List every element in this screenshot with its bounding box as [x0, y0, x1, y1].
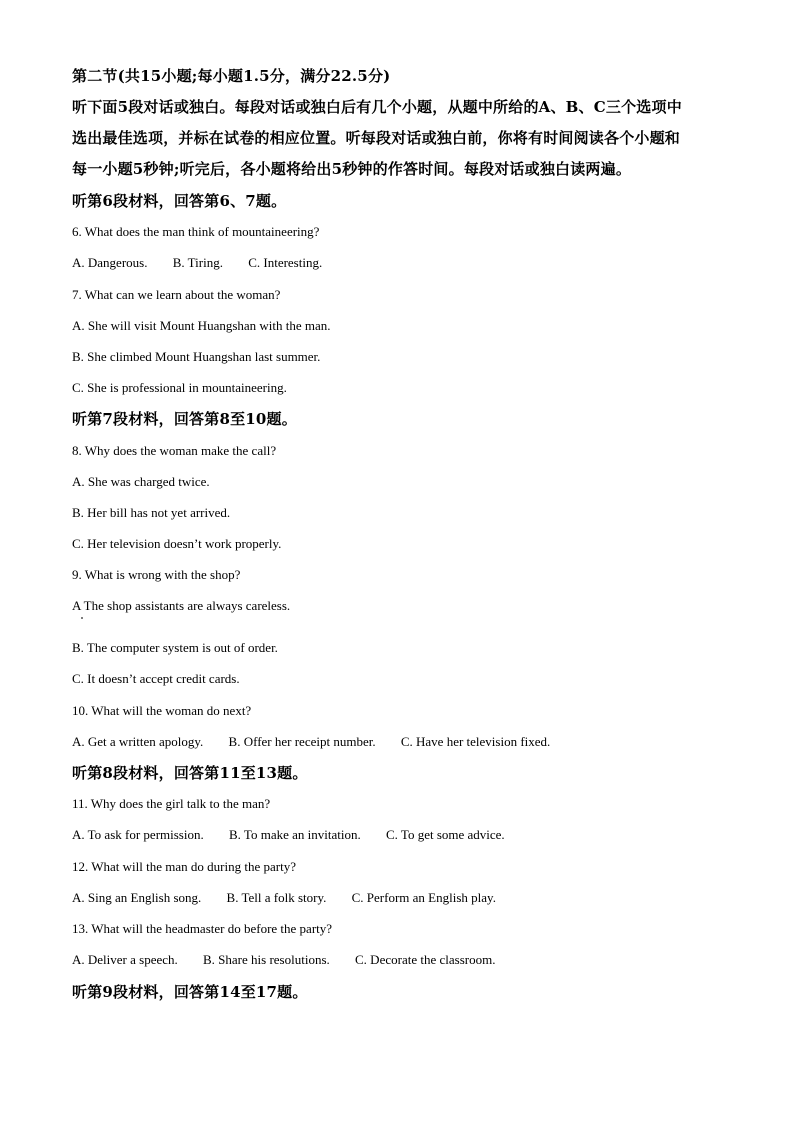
question-9-stem: 9. What is wrong with the shop?: [72, 567, 241, 582]
question-12-stem: 12. What will the man do during the party?: [72, 859, 296, 874]
question-11-option-c: C. To get some advice.: [385, 827, 505, 842]
instructions-line-2: 选出最佳选项，并标在试卷的相应位置。听每段对话或独白前，你将有时间阅读各个小题和: [72, 129, 681, 147]
question-8-option-c: C. Her television doesn’t work properly.: [72, 536, 282, 551]
question-13-option-b: B. Share his resolutions.: [203, 952, 330, 967]
question-6-option-b: B. Tiring.: [172, 255, 223, 270]
question-12-option-b: B. Tell a folk story.: [226, 890, 327, 905]
question-13-options: [72, 951, 732, 969]
question-10-option-c: C. Have her television fixed.: [400, 734, 551, 749]
question-9-option-b: B. The computer system is out of order.: [72, 640, 278, 655]
question-7-option-b: B. She climbed Mount Huangshan last summer.: [72, 349, 321, 364]
question-6-options: [72, 254, 732, 272]
question-11-options: [72, 826, 732, 844]
question-11-option-a: A. To ask for permission.: [72, 827, 204, 842]
question-10-option-a: A. Get a written apology.: [72, 734, 204, 749]
question-7-option-c: C. She is professional in mountaineering.: [72, 380, 287, 395]
stray-mark: [81, 617, 83, 619]
question-6-option-c: C. Interesting.: [248, 255, 323, 270]
question-13-option-a: A. Deliver a speech.: [72, 952, 178, 967]
question-13-stem: 13. What will the headmaster do before the party?: [72, 921, 333, 936]
question-12-option-a: A. Sing an English song.: [72, 890, 202, 905]
question-8-stem: 8. Why does the woman make the call?: [72, 443, 277, 458]
group-heading-9: 听第9段材料，回答第14至17题。: [72, 983, 308, 1001]
question-6-option-a: A. Dangerous.: [72, 255, 148, 270]
question-9-option-c: C. It doesn’t accept credit cards.: [72, 671, 240, 686]
question-10-options: [72, 733, 732, 751]
group-heading-7: 听第7段材料，回答第8至10题。: [72, 410, 297, 428]
question-8-option-b: B. Her bill has not yet arrived.: [72, 505, 231, 520]
question-11-option-b: B. To make an invitation.: [228, 827, 361, 842]
question-7-option-a: A. She will visit Mount Huangshan with the man.: [72, 318, 331, 333]
question-12-options: [72, 889, 732, 907]
instructions-line-1: 听下面5段对话或独白。每段对话或独白后有几个小题，从题中所给的A、B、C三个选项中: [72, 98, 682, 116]
question-8-option-a: A. She was charged twice.: [72, 474, 210, 489]
group-heading-6: 听第6段材料，回答第6、7题。: [72, 192, 287, 210]
question-11-stem: 11. Why does the girl talk to the man?: [72, 796, 271, 811]
question-10-stem: 10. What will the woman do next?: [72, 703, 252, 718]
question-7-stem: 7. What can we learn about the woman?: [72, 287, 281, 302]
question-13-option-c: C. Decorate the classroom.: [355, 952, 496, 967]
section-title: 第二节(共15小题;每小题1.5分，满分22.5分): [72, 67, 391, 85]
instructions-line-3: 每一小题5秒钟;听完后，各小题将给出5秒钟的作答时间。每段对话或独白读两遍。: [72, 160, 632, 178]
group-heading-8: 听第8段材料，回答第11至13题。: [72, 764, 308, 782]
question-12-option-c: C. Perform an English play.: [351, 890, 496, 905]
question-9-option-a: A The shop assistants are always careless.: [72, 598, 291, 613]
question-10-option-b: B. Offer her receipt number.: [228, 734, 376, 749]
question-6-stem: 6. What does the man think of mountaineering?: [72, 224, 320, 239]
